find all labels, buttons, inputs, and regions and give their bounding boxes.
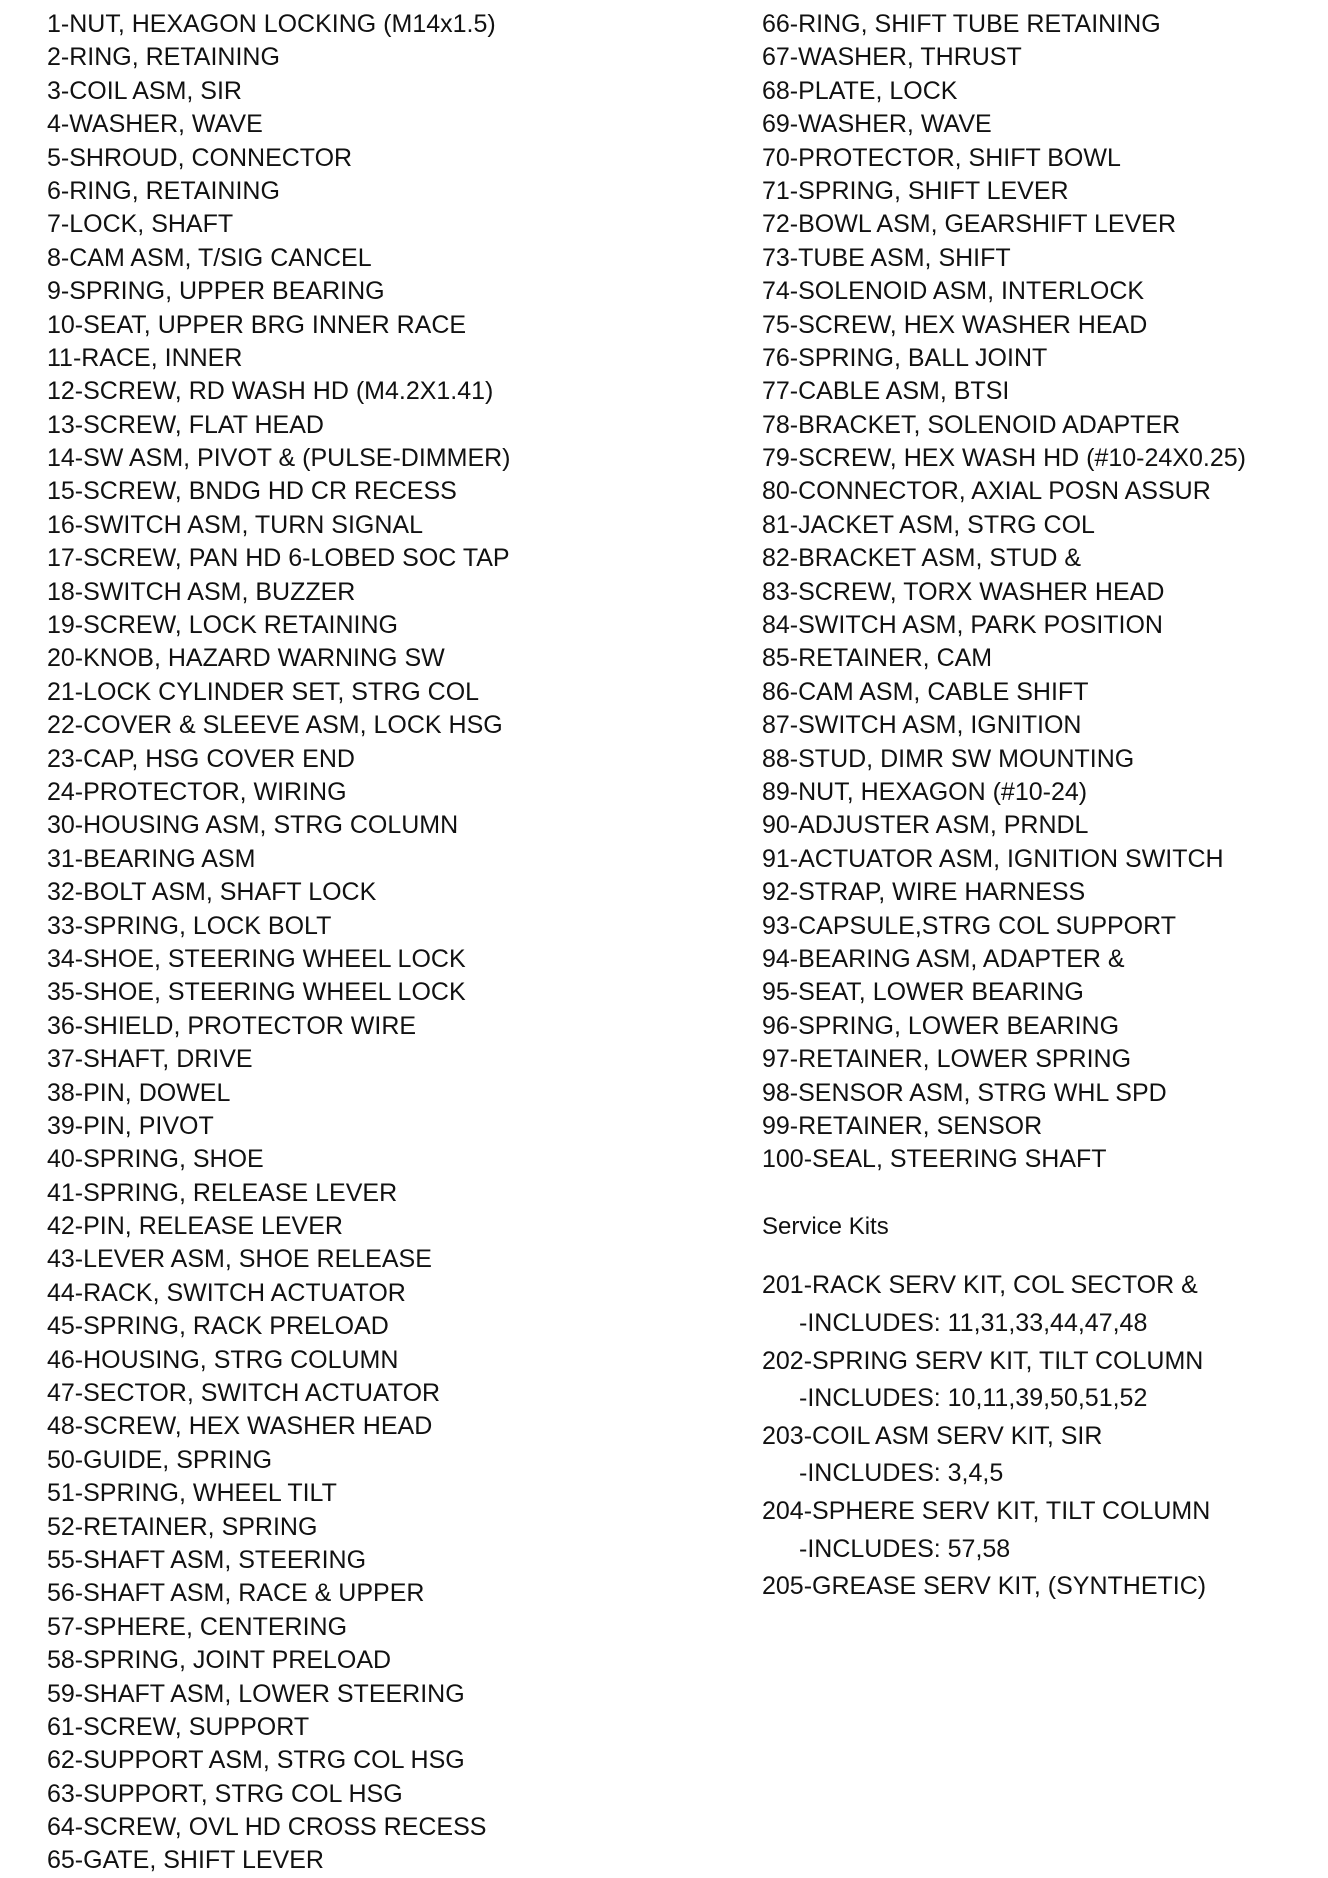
section-spacer xyxy=(762,1177,1322,1210)
part-list-item: 87-SWITCH ASM, IGNITION xyxy=(762,711,1082,740)
part-list-item: 30-HOUSING ASM, STRG COLUMN xyxy=(47,811,459,840)
service-kit-name: 204-SPHERE SERV KIT, TILT COLUMN xyxy=(762,1497,1211,1526)
part-list-item: 61-SCREW, SUPPORT xyxy=(47,1712,310,1741)
part-list-item: 46-HOUSING, STRG COLUMN xyxy=(47,1345,399,1374)
part-list-item: 78-BRACKET, SOLENOID ADAPTER xyxy=(762,410,1181,439)
service-kit-includes: -INCLUDES: 10,11,39,50,51,52 xyxy=(799,1384,1148,1413)
part-list-item: 5-SHROUD, CONNECTOR xyxy=(47,143,353,172)
part-list-item: 3-COIL ASM, SIR xyxy=(47,76,242,105)
part-list-item: 72-BOWL ASM, GEARSHIFT LEVER xyxy=(762,210,1177,239)
part-list-item: 36-SHIELD, PROTECTOR WIRE xyxy=(47,1011,417,1040)
part-list-item: 18-SWITCH ASM, BUZZER xyxy=(47,577,356,606)
part-list-item: 52-RETAINER, SPRING xyxy=(47,1512,318,1541)
part-list-item: 84-SWITCH ASM, PARK POSITION xyxy=(762,611,1163,640)
part-list-item: 55-SHAFT ASM, STEERING xyxy=(47,1545,367,1574)
part-list-item: 43-LEVER ASM, SHOE RELEASE xyxy=(47,1245,432,1274)
part-list-item: 62-SUPPORT ASM, STRG COL HSG xyxy=(47,1746,465,1775)
part-list-item: 96-SPRING, LOWER BEARING xyxy=(762,1011,1120,1040)
part-list-item: 88-STUD, DIMR SW MOUNTING xyxy=(762,744,1135,773)
part-list-item: 95-SEAT, LOWER BEARING xyxy=(762,978,1084,1007)
part-list-item: 19-SCREW, LOCK RETAINING xyxy=(47,611,398,640)
part-list-item: 41-SPRING, RELEASE LEVER xyxy=(47,1178,398,1207)
part-list-item: 59-SHAFT ASM, LOWER STEERING xyxy=(47,1679,465,1708)
part-list-item: 80-CONNECTOR, AXIAL POSN ASSUR xyxy=(762,477,1211,506)
part-list-item: 24-PROTECTOR, WIRING xyxy=(47,777,347,806)
service-kit-name: 205-GREASE SERV KIT, (SYNTHETIC) xyxy=(762,1572,1207,1601)
part-list-item: 77-CABLE ASM, BTSI xyxy=(762,377,1010,406)
part-list-item: 100-SEAL, STEERING SHAFT xyxy=(762,1145,1107,1174)
part-list-item: 56-SHAFT ASM, RACE & UPPER xyxy=(47,1579,425,1608)
part-list-item: 4-WASHER, WAVE xyxy=(47,110,263,139)
part-list-item: 63-SUPPORT, STRG COL HSG xyxy=(47,1779,403,1808)
section-spacer xyxy=(762,1243,1322,1267)
part-list-item: 10-SEAT, UPPER BRG INNER RACE xyxy=(47,310,467,339)
part-list-item: 6-RING, RETAINING xyxy=(47,176,280,205)
part-list-item: 44-RACK, SWITCH ACTUATOR xyxy=(47,1278,406,1307)
part-list-item: 51-SPRING, WHEEL TILT xyxy=(47,1479,337,1508)
part-list-item: 34-SHOE, STEERING WHEEL LOCK xyxy=(47,944,466,973)
part-list-item: 13-SCREW, FLAT HEAD xyxy=(47,410,324,439)
part-list-item: 40-SPRING, SHOE xyxy=(47,1145,264,1174)
service-kit-name: 203-COIL ASM SERV KIT, SIR xyxy=(762,1421,1103,1450)
part-list-item: 58-SPRING, JOINT PRELOAD xyxy=(47,1646,392,1675)
part-list-item: 92-STRAP, WIRE HARNESS xyxy=(762,878,1086,907)
part-list-item: 89-NUT, HEXAGON (#10-24) xyxy=(762,777,1088,806)
part-list-item: 99-RETAINER, SENSOR xyxy=(762,1111,1043,1140)
part-list-item: 20-KNOB, HAZARD WARNING SW xyxy=(47,644,445,673)
part-list-item: 15-SCREW, BNDG HD CR RECESS xyxy=(47,477,457,506)
part-list-item: 79-SCREW, HEX WASH HD (#10-24X0.25) xyxy=(762,444,1246,473)
part-list-item: 14-SW ASM, PIVOT & (PULSE-DIMMER) xyxy=(47,444,511,473)
part-list-item: 48-SCREW, HEX WASHER HEAD xyxy=(47,1412,433,1441)
part-list-item: 66-RING, SHIFT TUBE RETAINING xyxy=(762,10,1161,38)
part-list-item: 16-SWITCH ASM, TURN SIGNAL xyxy=(47,510,423,539)
parts-list-left-column xyxy=(47,8,687,1878)
service-kit xyxy=(762,1568,1322,1606)
part-list-item: 7-LOCK, SHAFT xyxy=(47,210,234,239)
part-list-item: 85-RETAINER, CAM xyxy=(762,644,993,673)
part-list-item: 94-BEARING ASM, ADAPTER & xyxy=(762,944,1125,973)
parts-list-right-column xyxy=(762,8,1322,1606)
part-list-item: 83-SCREW, TORX WASHER HEAD xyxy=(762,577,1165,606)
part-list-item: 11-RACE, INNER xyxy=(47,343,243,372)
part-list-item: 45-SPRING, RACK PRELOAD xyxy=(47,1312,389,1341)
service-kit xyxy=(762,1343,1322,1418)
service-kit xyxy=(762,1418,1322,1493)
part-list-item: 32-BOLT ASM, SHAFT LOCK xyxy=(47,878,377,907)
part-list-item: 65-GATE, SHIFT LEVER xyxy=(47,1846,324,1875)
service-kit-name: 201-RACK SERV KIT, COL SECTOR & xyxy=(762,1271,1198,1300)
part-list-item: 74-SOLENOID ASM, INTERLOCK xyxy=(762,277,1145,306)
part-list-item: 8-CAM ASM, T/SIG CANCEL xyxy=(47,243,372,272)
service-kit-includes: -INCLUDES: 57,58 xyxy=(799,1534,1011,1563)
part-list-item: 2-RING, RETAINING xyxy=(47,43,280,72)
service-kits-list xyxy=(762,1267,1322,1605)
part-list-item: 82-BRACKET ASM, STUD & xyxy=(762,544,1082,573)
part-list-item: 91-ACTUATOR ASM, IGNITION SWITCH xyxy=(762,844,1224,873)
part-list-item: 23-CAP, HSG COVER END xyxy=(47,744,355,773)
part-list-item: 22-COVER & SLEEVE ASM, LOCK HSG xyxy=(47,711,503,740)
part-list-item: 73-TUBE ASM, SHIFT xyxy=(762,243,1011,272)
part-list-item: 21-LOCK CYLINDER SET, STRG COL xyxy=(47,677,480,706)
part-list-item: 1-NUT, HEXAGON LOCKING (M14x1.5) xyxy=(47,10,496,38)
part-list-item: 35-SHOE, STEERING WHEEL LOCK xyxy=(47,978,466,1007)
part-list-item: 67-WASHER, THRUST xyxy=(762,43,1022,72)
part-list-item: 33-SPRING, LOCK BOLT xyxy=(47,911,332,940)
part-list-item: 70-PROTECTOR, SHIFT BOWL xyxy=(762,143,1121,172)
part-list-item: 42-PIN, RELEASE LEVER xyxy=(47,1212,343,1241)
part-list-item: 97-RETAINER, LOWER SPRING xyxy=(762,1045,1132,1074)
part-list-item: 86-CAM ASM, CABLE SHIFT xyxy=(762,677,1089,706)
service-kit-name: 202-SPRING SERV KIT, TILT COLUMN xyxy=(762,1346,1204,1375)
part-list-item: 9-SPRING, UPPER BEARING xyxy=(47,277,385,306)
part-list-item: 93-CAPSULE,STRG COL SUPPORT xyxy=(762,911,1177,940)
parts-list-right-items xyxy=(762,8,1322,1177)
part-list-item: 37-SHAFT, DRIVE xyxy=(47,1045,253,1074)
service-kits-title: Service Kits xyxy=(762,1213,889,1241)
part-list-item: 31-BEARING ASM xyxy=(47,844,256,873)
part-list-item: 39-PIN, PIVOT xyxy=(47,1111,214,1140)
service-kit xyxy=(762,1493,1322,1568)
part-list-item: 69-WASHER, WAVE xyxy=(762,110,992,139)
part-list-item: 12-SCREW, RD WASH HD (M4.2X1.41) xyxy=(47,377,494,406)
part-list-item: 47-SECTOR, SWITCH ACTUATOR xyxy=(47,1379,441,1408)
part-list-item: 57-SPHERE, CENTERING xyxy=(47,1612,348,1641)
part-list-item: 38-PIN, DOWEL xyxy=(47,1078,231,1107)
part-list-item: 68-PLATE, LOCK xyxy=(762,76,958,105)
service-kit-includes: -INCLUDES: 11,31,33,44,47,48 xyxy=(799,1309,1148,1338)
part-list-item: 64-SCREW, OVL HD CROSS RECESS xyxy=(47,1813,487,1842)
service-kit xyxy=(762,1267,1322,1342)
service-kit-includes: -INCLUDES: 3,4,5 xyxy=(799,1459,1004,1488)
part-list-item: 98-SENSOR ASM, STRG WHL SPD xyxy=(762,1078,1167,1107)
part-list-item: 71-SPRING, SHIFT LEVER xyxy=(762,176,1069,205)
part-list-item: 81-JACKET ASM, STRG COL xyxy=(762,510,1095,539)
part-list-item: 90-ADJUSTER ASM, PRNDL xyxy=(762,811,1089,840)
part-list-item: 17-SCREW, PAN HD 6-LOBED SOC TAP xyxy=(47,544,510,573)
part-list-item: 75-SCREW, HEX WASHER HEAD xyxy=(762,310,1148,339)
part-list-item: 76-SPRING, BALL JOINT xyxy=(762,343,1048,372)
part-list-item: 50-GUIDE, SPRING xyxy=(47,1445,273,1474)
